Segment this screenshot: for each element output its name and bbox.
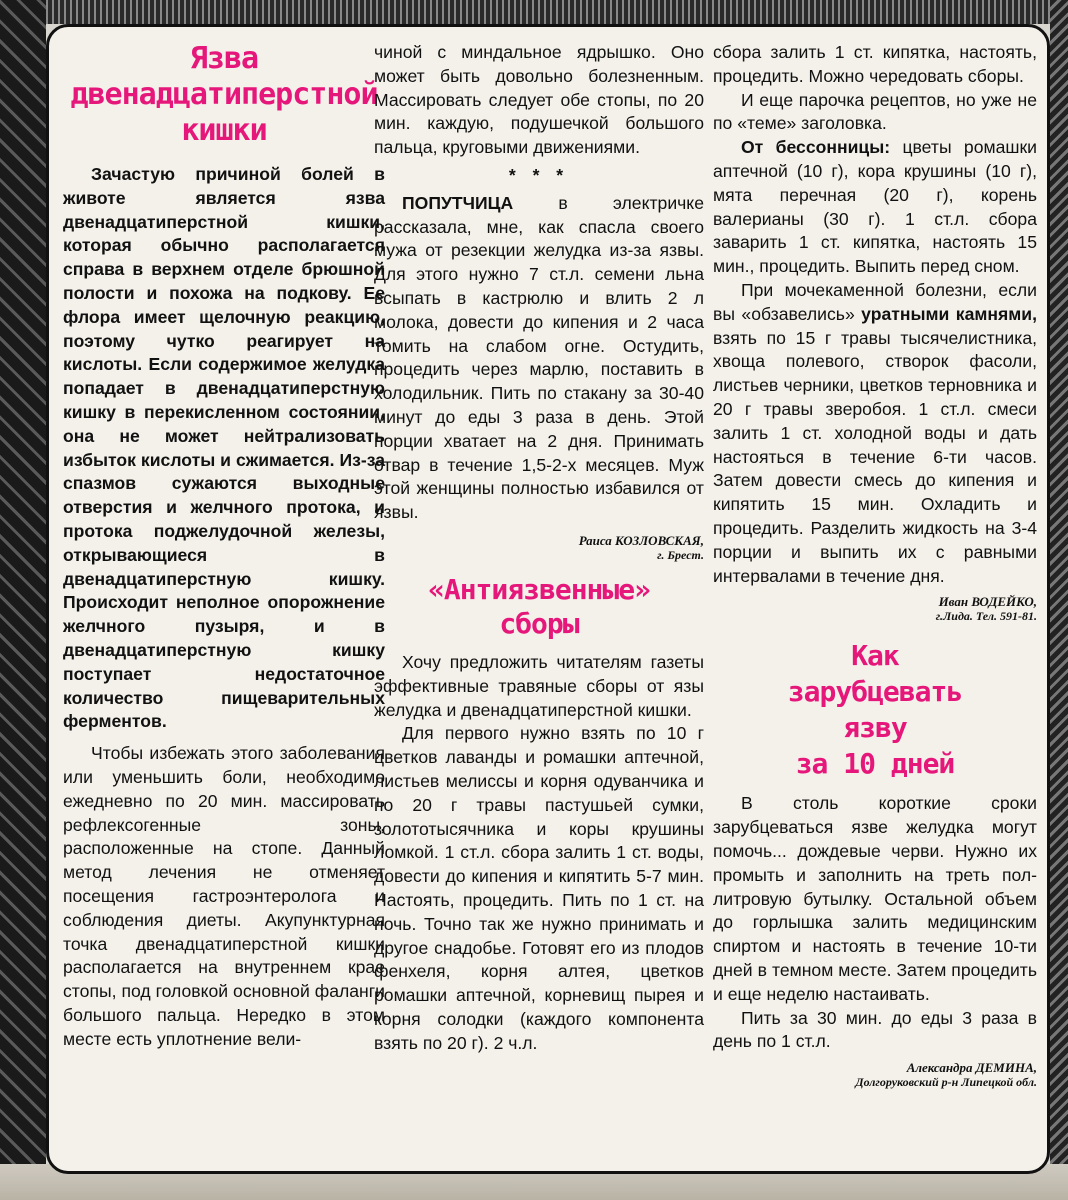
intro-paragraph: Хочу предложить читателям газеты эффективные травяные сборы от язы желудка и двенадцатиперстной кишки. — [374, 651, 704, 720]
continued-paragraph: сбора залить 1 ст. кипятка, настоять, процедить. Можно чередовать сборы. — [713, 42, 1037, 86]
recipe-paragraph: Для первого нужно взять по 10 г цветков лаванды и ромашки аптечной, листьев мелиссы и корня одуванчика и по 20 г травы пастушьей сумки, золототысячника и коры крушины ломкой. 1 ст.л. сбора залить 1 ст. воды, довести до кипения и кипятить 5-7 мин. Настоять, процедить. Пить по 1 ст. на ночь. Точно так же нужно принимать и другое снадобье. Готовят его из плодов фенхеля, корня алтея, цветков ромашки аптечной, корневищ пырея и корня солодки (каждого компонента взять по 20 г). 2 ч.л. — [374, 723, 704, 1053]
continued-paragraph: чиной с миндальное ядрышко. Оно может быть довольно болезненным. Массировать следует обе стопы, по 20 мин. каждую, подушечкой большого пальца, круговыми движениями. — [374, 42, 704, 158]
worms-recipe-paragraph: В столь короткие сроки зарубцеваться язве желудка могут помочь... дождевые черви. Нужно их промыть и заполнить на треть пол-литровую бутылку. Остальной объем до горлышка залить медицинским спиртом и настоять в течение 10-ти дней в темном месте. Затем процедить и еще неделю настаивать. — [713, 793, 1037, 1004]
headline-line: двенадцатиперстной — [70, 77, 378, 112]
fellow-traveler-paragraph — [374, 192, 704, 525]
author-city: г.Лида. Тел. 591-81. — [935, 609, 1037, 624]
author-city: г. Брест. — [657, 547, 704, 562]
kidney-stones-paragraph — [713, 279, 1037, 588]
author-signature — [713, 594, 1037, 624]
lead-phrase: От бессонницы: — [741, 137, 891, 158]
headline-duodenal-ulcer — [63, 41, 385, 149]
headline-line: Язва — [189, 41, 259, 76]
headline-heal-ulcer-10-days — [713, 638, 1037, 782]
paragraph-text: в электричке рассказала, мне, как спасла своего мужа от резекции желудка из-за язвы. Для этого нужно 7 ст.л. семени льна всыпать в кастрюлю и влить 2 л молока, довести до кипения и 2 часа томить на слабом огне. Остудить, процедить через марлю, поставить в холодильник. Пить по стакану за 30-40 минут до еды 3 раза в день. Этой порции хватает на 2 дня. Принимать отвар в течение 1,5-2-х месяцев. Муж этой женщины полностью избавился от язвы. — [374, 192, 704, 523]
scan-left-edge — [0, 0, 46, 1200]
headline-line: зарубцевать — [787, 675, 963, 709]
headline-line: язву — [843, 711, 907, 745]
dosage-paragraph: Пить за 30 мин. до еды 3 раза в день по 1 ст.л. — [713, 1007, 1037, 1052]
column-2 — [374, 41, 704, 1055]
paragraph-text: цветы ромашки аптечной (10 г), кора крушины (10 г), мята перечная (20 г), корень валерианы (30 г). 1 ст.л. сбора заварить 1 ст. кипятка, настоять 15 мин., процедить. Выпить перед сном. — [713, 137, 1038, 277]
headline-line: Как — [851, 639, 899, 673]
paragraph-text: При мочекаменной болезни, если вы «обзавелись» — [713, 279, 1037, 324]
lead-paragraph: Зачастую причиной болей в животе является язва двенадцатиперстной кишки, которая обычно располагается справа в верхнем отделе брюшной полости и похожа на подкову. Ее флора имеет щелочную реакцию, поэтому чутко реагирует на кислоты. Если содержимое желудка попадает в двенадцатиперстную кишку в перекисленном состоянии, она не может нейтрализовать избыток кислоты и сжимается. Из-за спазмов сужаются выходные отверстия и желчного протока, и протока поджелудочной железы, открывающиеся в двенадцатиперстную кишку. Происходит неполное опорожнение желчного пузыря, и в двенадцатиперстную кишку поступает недостаточное количество пищеварительных ферментов. — [63, 164, 385, 732]
scan-right-edge — [1050, 0, 1068, 1200]
author-region: Долгоруковский р-н Липецкой обл. — [855, 1075, 1037, 1090]
author-name: Иван ВОДЕЙКО, — [938, 594, 1037, 610]
headline-line: кишки — [181, 113, 267, 148]
author-signature — [713, 1060, 1037, 1090]
bold-phrase: уратными камнями, — [861, 303, 1037, 324]
scan-top-edge — [0, 0, 1068, 24]
paragraph-text: взять по 15 г травы тысячелистника, хвоща полевого, створок фасоли, листьев черники, цветков терновника и 20 г травы зверобоя. 1 ст.л. смеси залить 1 ст. холодной воды и дать настояться в течение 6-ти часов. Затем довести смесь до кипения и кипятить 15 мин. Охладить и процедить. Разделить жидкость на 3-4 порции и выпить их с равными интервалами в течение дня. — [713, 327, 1037, 586]
column-3 — [713, 41, 1037, 1090]
body-paragraph: Чтобы избежать этого заболевания или уменьшить боли, необходимо ежедневно по 20 мин. массировать рефлексогенные зоны, расположенные на стопе. Данный метод лечения не отменяет посещения гастроэнтеролога и соблюдения диеты. Акупунктурная точка двенадцатиперстной кишки располагается на внутреннем крае стопы, под головкой основной фаланги большого пальца. Нередко в этом месте есть уплотнение вели- — [63, 743, 385, 1049]
headline-anti-ulcer-collections — [374, 573, 704, 641]
lead-word: ПОПУТЧИЦА — [402, 192, 514, 213]
newspaper-page — [46, 24, 1050, 1174]
transition-paragraph: И еще парочка рецептов, но уже не по «теме» заголовка. — [713, 89, 1037, 134]
headline-line: «Антиязвенные» — [427, 572, 650, 606]
column-1 — [63, 41, 385, 1051]
insomnia-paragraph — [713, 136, 1037, 279]
author-name: Раиса КОЗЛОВСКАЯ, — [578, 532, 704, 548]
headline-line: за 10 дней — [795, 747, 955, 781]
author-signature — [374, 533, 704, 563]
author-name: Александра ДЕМИНА, — [906, 1060, 1037, 1076]
headline-line: сборы — [499, 606, 579, 640]
section-separator: * * * — [508, 164, 570, 185]
